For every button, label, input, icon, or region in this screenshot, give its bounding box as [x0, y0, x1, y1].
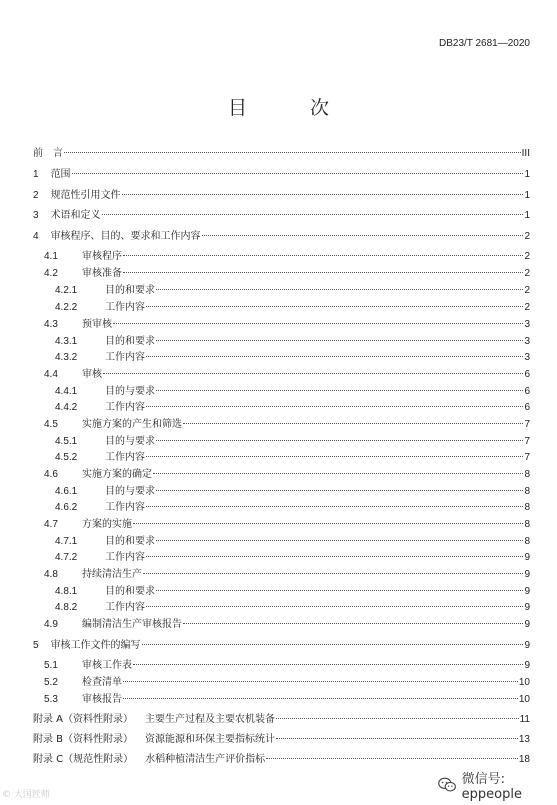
- toc-title: 实施方案的产生和筛选: [82, 419, 182, 430]
- toc-entry[interactable]: [44, 251, 530, 263]
- toc-page-number: 3: [524, 319, 530, 330]
- toc-leader-dots: [146, 356, 523, 357]
- wechat-id: 微信号: eppeople: [461, 772, 522, 802]
- toc-leader-dots: [122, 194, 524, 195]
- toc-page-number: 9: [524, 586, 530, 597]
- toc-entry[interactable]: [55, 336, 530, 348]
- toc-leader-dots: [146, 456, 523, 457]
- toc-entry[interactable]: [33, 640, 530, 652]
- toc-number: 2: [33, 190, 39, 201]
- toc-entry[interactable]: [33, 734, 530, 746]
- toc-leader-dots: [133, 664, 523, 665]
- toc-page-number: 8: [524, 536, 530, 547]
- toc-page-number: 9: [524, 660, 530, 671]
- wechat-icon: [438, 776, 457, 794]
- toc-entry[interactable]: [44, 419, 530, 431]
- toc-leader-dots: [183, 623, 523, 624]
- toc-leader-dots: [113, 323, 523, 324]
- doc-code: DB23/T 2681—2020: [439, 38, 530, 49]
- toc-page-number: 8: [524, 519, 530, 530]
- toc-page-number: 7: [524, 436, 530, 447]
- toc-number: 1: [33, 169, 39, 180]
- toc-page-number: 6: [524, 402, 530, 413]
- toc-number: 4.4.2: [55, 402, 78, 413]
- toc-entry[interactable]: [44, 469, 530, 481]
- toc-leader-dots: [266, 758, 518, 759]
- toc-leader-dots: [123, 681, 518, 682]
- toc-title: 工作内容: [105, 502, 145, 513]
- toc-page-number: 8: [524, 469, 530, 480]
- toc-page-number: 2: [524, 268, 530, 279]
- toc-number: 4.8.1: [55, 586, 78, 597]
- toc-leader-dots: [64, 152, 521, 153]
- toc-title: 持续清洁生产: [82, 569, 142, 580]
- toc-title: 审核工作文件的编写: [50, 640, 141, 651]
- toc-entry[interactable]: [44, 694, 530, 706]
- toc-title: 实施方案的确定: [82, 469, 152, 480]
- toc-page-number: 1: [524, 190, 530, 201]
- toc-page-number: 9: [524, 569, 530, 580]
- toc-number: 4.2.2: [55, 302, 78, 313]
- toc-title: 范围: [50, 169, 71, 180]
- toc-page-number: 9: [524, 640, 530, 651]
- toc-number: 4.3: [44, 319, 58, 330]
- toc-number: 4: [33, 231, 39, 242]
- toc-page-number: 13: [518, 734, 530, 745]
- toc-number: 4.6: [44, 469, 58, 480]
- toc-number: 4.7.2: [55, 552, 78, 563]
- toc-entry[interactable]: [55, 602, 530, 614]
- toc-number: 4.2.1: [55, 285, 78, 296]
- toc-page-number: 6: [524, 369, 530, 380]
- toc-page-number: 1: [524, 210, 530, 221]
- toc-page-number: 10: [518, 677, 530, 688]
- toc-entry[interactable]: [33, 714, 530, 726]
- toc-number: 前 言: [33, 148, 63, 159]
- toc-entry[interactable]: [55, 285, 530, 297]
- toc-title: 预审核: [82, 319, 112, 330]
- toc-number: 5.1: [44, 660, 58, 671]
- toc-leader-dots: [153, 473, 523, 474]
- toc-title: 目的与要求: [105, 436, 155, 447]
- toc-leader-dots: [72, 173, 524, 174]
- toc-number: 4.1: [44, 251, 58, 262]
- toc-leader-dots: [156, 590, 523, 591]
- toc-leader-dots: [123, 272, 523, 273]
- toc-page-number: 9: [524, 602, 530, 613]
- toc-leader-dots: [133, 523, 523, 524]
- toc-title: 水稻种植清洁生产评价指标: [145, 754, 266, 765]
- toc-number: 4.7.1: [55, 536, 78, 547]
- toc-leader-dots: [156, 490, 523, 491]
- toc-leader-dots: [156, 390, 523, 391]
- toc-number: 4.3.2: [55, 352, 78, 363]
- toc-number: 4.6.1: [55, 486, 78, 497]
- toc-page-number: 2: [524, 231, 530, 242]
- toc-page-number: 6: [524, 386, 530, 397]
- toc-title: 审核准备: [82, 268, 122, 279]
- toc-number: 附录 A（资料性附录）: [33, 714, 134, 725]
- toc-entry[interactable]: [44, 569, 530, 581]
- toc-page-number: 9: [524, 552, 530, 563]
- toc-title: 检查清单: [82, 677, 122, 688]
- toc-number: 3: [33, 210, 39, 221]
- wechat-watermark: [434, 766, 557, 804]
- toc-title: 工作内容: [105, 602, 145, 613]
- toc-page-number: 10: [518, 694, 530, 705]
- toc-title: 审核报告: [82, 694, 122, 705]
- toc-entry[interactable]: [33, 210, 530, 222]
- toc-number: 4.3.1: [55, 336, 78, 347]
- toc-entry[interactable]: [55, 536, 530, 548]
- toc-entry[interactable]: [44, 619, 530, 631]
- toc-leader-dots: [156, 540, 523, 541]
- toc-number: 5.3: [44, 694, 58, 705]
- toc-entry[interactable]: [55, 586, 530, 598]
- toc-leader-dots: [146, 406, 523, 407]
- toc-entry[interactable]: [44, 677, 530, 689]
- toc-number: 4.2: [44, 268, 58, 279]
- toc-title: 编制清洁生产审核报告: [82, 619, 182, 630]
- page-title: 目 次: [227, 97, 351, 119]
- toc-title: 术语和定义: [50, 210, 101, 221]
- toc-title: 工作内容: [105, 452, 145, 463]
- toc-leader-dots: [183, 423, 523, 424]
- toc-number: 附录 B（资料性附录）: [33, 734, 134, 745]
- toc-entry[interactable]: [55, 452, 530, 464]
- toc-page-number: 3: [524, 336, 530, 347]
- toc-leader-dots: [202, 235, 524, 236]
- toc-title: 工作内容: [105, 402, 145, 413]
- toc-page-number: 2: [524, 251, 530, 262]
- toc-entry[interactable]: [55, 302, 530, 314]
- watermark-left: © 大国匠师: [2, 790, 50, 800]
- toc-entry[interactable]: [55, 352, 530, 364]
- toc-title: 主要生产过程及主要农机装备: [145, 714, 276, 725]
- toc-number: 4.5.1: [55, 436, 78, 447]
- toc-entry[interactable]: [33, 148, 530, 160]
- toc-number: 5.2: [44, 677, 58, 688]
- toc-number: 4.8: [44, 569, 58, 580]
- toc-title: 审核程序、目的、要求和工作内容: [50, 231, 201, 242]
- toc-page-number: III: [521, 148, 530, 159]
- toc-title: 审核程序: [82, 251, 122, 262]
- toc-page-number: 2: [524, 285, 530, 296]
- toc-page-number: 18: [518, 754, 530, 765]
- toc-leader-dots: [146, 606, 523, 607]
- toc-number: 4.4: [44, 369, 58, 380]
- toc-number: 4.4.1: [55, 386, 78, 397]
- toc-entry[interactable]: [44, 268, 530, 280]
- toc-entry[interactable]: [33, 754, 530, 766]
- toc-leader-dots: [146, 506, 523, 507]
- toc-page-number: 11: [519, 714, 530, 725]
- toc-number: 4.9: [44, 619, 58, 630]
- toc-title: 目的和要求: [105, 285, 155, 296]
- toc-title: 目的与要求: [105, 486, 155, 497]
- toc-leader-dots: [146, 556, 523, 557]
- toc-title: 目的和要求: [105, 586, 155, 597]
- toc-entry[interactable]: [33, 190, 530, 202]
- toc-title: 目的与要求: [105, 386, 155, 397]
- toc-number: 4.6.2: [55, 502, 78, 513]
- toc-page-number: 2: [524, 302, 530, 313]
- toc-page-number: 1: [524, 169, 530, 180]
- toc-leader-dots: [146, 306, 523, 307]
- toc-leader-dots: [276, 738, 518, 739]
- toc-leader-dots: [276, 718, 519, 719]
- toc-entry[interactable]: [33, 231, 530, 243]
- toc-leader-dots: [102, 214, 524, 215]
- toc-title: 目的和要求: [105, 336, 155, 347]
- toc-entry[interactable]: [55, 486, 530, 498]
- toc-page-number: 3: [524, 352, 530, 363]
- toc-title: 审核工作表: [82, 660, 132, 671]
- toc-title: 工作内容: [105, 552, 145, 563]
- toc-entry[interactable]: [33, 169, 530, 181]
- toc-entry[interactable]: [55, 436, 530, 448]
- toc-entry[interactable]: [44, 519, 530, 531]
- toc-page-number: 9: [524, 619, 530, 630]
- toc-entry[interactable]: [55, 502, 530, 514]
- toc-leader-dots: [103, 373, 523, 374]
- toc-number: 附录 C（规范性附录）: [33, 754, 134, 765]
- toc-entry[interactable]: [55, 402, 530, 414]
- toc-leader-dots: [123, 698, 518, 699]
- toc-leader-dots: [156, 340, 523, 341]
- toc-page-number: 8: [524, 486, 530, 497]
- toc-entry[interactable]: [55, 552, 530, 564]
- toc-title: 审核: [82, 369, 102, 380]
- toc-number: 5: [33, 640, 39, 651]
- toc-leader-dots: [142, 644, 524, 645]
- toc-leader-dots: [143, 573, 523, 574]
- toc-page-number: 7: [524, 419, 530, 430]
- toc-title: 规范性引用文件: [50, 190, 121, 201]
- toc-entry[interactable]: [55, 386, 530, 398]
- toc-page-number: 8: [524, 502, 530, 513]
- toc-entry[interactable]: [44, 319, 530, 331]
- toc-title: 方案的实施: [82, 519, 132, 530]
- toc-title: 目的和要求: [105, 536, 155, 547]
- toc-number: 4.7: [44, 519, 58, 530]
- toc-entry[interactable]: [44, 369, 530, 381]
- toc-leader-dots: [156, 440, 523, 441]
- toc-title: 工作内容: [105, 352, 145, 363]
- toc-leader-dots: [123, 255, 523, 256]
- toc-number: 4.8.2: [55, 602, 78, 613]
- toc-number: 4.5: [44, 419, 58, 430]
- toc-title: 工作内容: [105, 302, 145, 313]
- toc-leader-dots: [156, 289, 523, 290]
- toc-number: 4.5.2: [55, 452, 78, 463]
- toc-title: 资源能源和环保主要指标统计: [145, 734, 276, 745]
- toc-page-number: 7: [524, 452, 530, 463]
- toc-entry[interactable]: [44, 660, 530, 672]
